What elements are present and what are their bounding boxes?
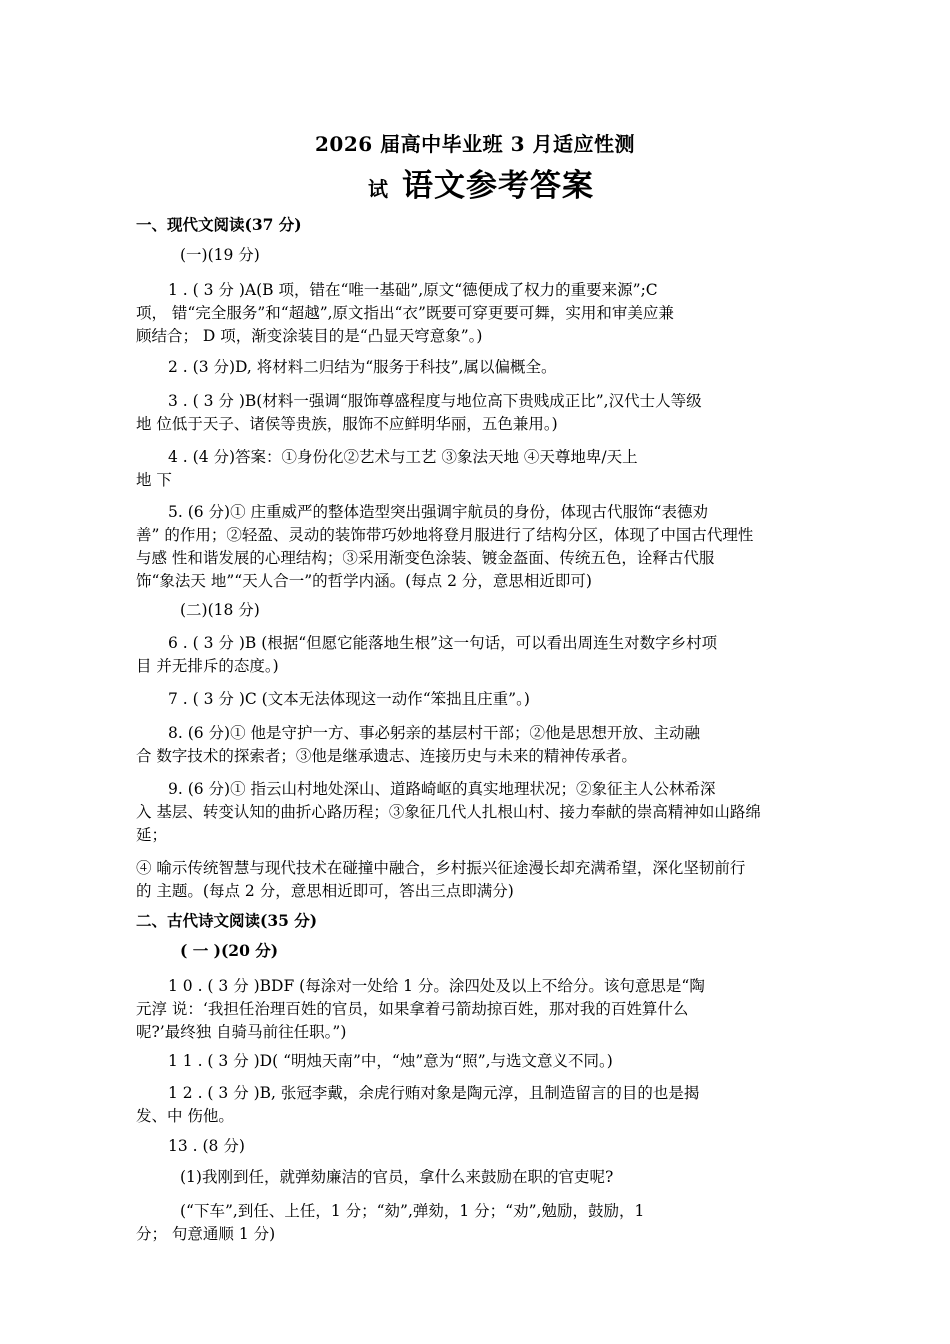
answer-line: 顾结合； D 项，渐变涂装目的是“凸显天穹意象”。) [136,327,483,345]
answer-line: 合 数字技术的探索者；③他是继承遗志、连接历史与未来的精神传承者。 [136,747,637,765]
answer-line: 延； [136,826,168,844]
answer-line: 1 2 . ( 3 分 )B, 张冠李戴，余虎行贿对象是陶元淳，且制造留言的目的也是揭 [168,1084,700,1102]
part-heading-2: (二)(18 分) [180,601,260,619]
answer-line: 呢?’最终独 自骑马前往任职。”) [136,1023,347,1041]
answer-line: 目 并无排斥的态度。) [136,657,279,675]
answer-line: 8. (6 分)① 他是守护一方、事必躬亲的基层村干部；②他是思想开放、主动融 [168,724,701,742]
answer-line: 5. (6 分)① 庄重威严的整体造型突出强调宇航员的身份，体现古代服饰“表德劝 [168,503,708,521]
document-title-line1: 2026 届高中毕业班 3 月适应性测 [315,132,635,156]
answer-line: 2 . (3 分)D, 将材料二归结为“服务于科技”,属以偏概全。 [168,358,557,376]
answer-line: 1 . ( 3 分 )A(B 项，错在“唯一基础”,原文“德便成了权力的重要来源”;C [168,281,658,299]
answer-line: 3 . ( 3 分 )B(材料一强调“服饰尊盛程度与地位高下贵贱成正比”,汉代士人等级 [168,392,702,410]
answer-line: 与感 性和谐发展的心理结构；③采用渐变色涂装、镀金盔面、传统五色，诠释古代服 [136,549,715,567]
answer-line: (1)我刚到任，就弹劾廉洁的官员，拿什么来鼓励在职的官吏呢? [180,1168,614,1186]
answer-line: ④ 喻示传统智慧与现代技术在碰撞中融合，乡村振兴征途漫长却充满希望，深化坚韧前行 [136,859,746,877]
answer-line: 分； 句意通顺 1 分) [136,1225,276,1243]
answer-line: 13 . (8 分) [168,1137,245,1155]
title-line2-prefix: 试 [368,177,388,201]
answer-line: 地 下 [136,471,172,489]
title-line2-main: 语文参考答案 [402,168,594,204]
part-heading-1: (一)(19 分) [180,246,260,264]
answer-line: 7 . ( 3 分 )C (文本无法体现这一动作“笨拙且庄重”。) [168,690,530,708]
answer-line: (“下车”,到任、上任，1 分；“劾”,弹劾，1 分；“劝”,勉励，鼓励，1 [180,1202,645,1220]
answer-line: 元淳 说：‘我担任治理百姓的官员，如果拿着弓箭劫掠百姓，那对我的百姓算什么 [136,1000,689,1018]
answer-line: 6 . ( 3 分 )B (根据“但愿它能落地生根”这一句话，可以看出周连生对数字乡村项 [168,634,718,652]
answer-line: 1 0 . ( 3 分 )BDF (每涂对一处给 1 分。涂四处及以上不给分。该句意思是“陶 [168,977,705,995]
answer-line: 入 基层、转变认知的曲折心路历程；③象征几代人扎根山村、接力奉献的崇高精神如山路绵 [136,803,761,821]
document-title-line2 [368,160,594,205]
answer-line: 善” 的作用；②轻盈、灵动的装饰带巧妙地将登月服进行了结构分区，体现了中国古代理性 [136,526,754,544]
answer-line: 4 . (4 分)答案：①身份化②艺术与工艺 ③象法天地 ④天尊地卑/天上 [168,448,638,466]
part-heading-3: ( 一 )(20 分) [180,941,279,960]
answer-line: 1 1 . ( 3 分 )D( “明烛天南”中，“烛”意为“照”,与选文意义不同。) [168,1052,613,1070]
answer-line: 发、中 伤他。 [136,1107,234,1125]
answer-line: 项， 错“完全服务”和“超越”,原文指出“衣”既要可穿更要可舞，实用和审美应兼 [136,304,674,322]
answer-line: 的 主题。(每点 2 分，意思相近即可，答出三点即满分) [136,882,514,900]
answer-line: 饰“象法天 地”“天人合一”的哲学内涵。(每点 2 分，意思相近即可) [136,572,592,590]
section-heading-modern-reading: 一、现代文阅读(37 分) [136,215,302,234]
section-heading-classical-reading: 二、古代诗文阅读(35 分) [136,911,318,930]
answer-line: 地 位低于天子、诸侯等贵族，服饰不应鲜明华丽，五色兼用。) [136,415,558,433]
answer-line: 9. (6 分)① 指云山村地处深山、道路崎岖的真实地理状况；②象征主人公林希深 [168,780,716,798]
